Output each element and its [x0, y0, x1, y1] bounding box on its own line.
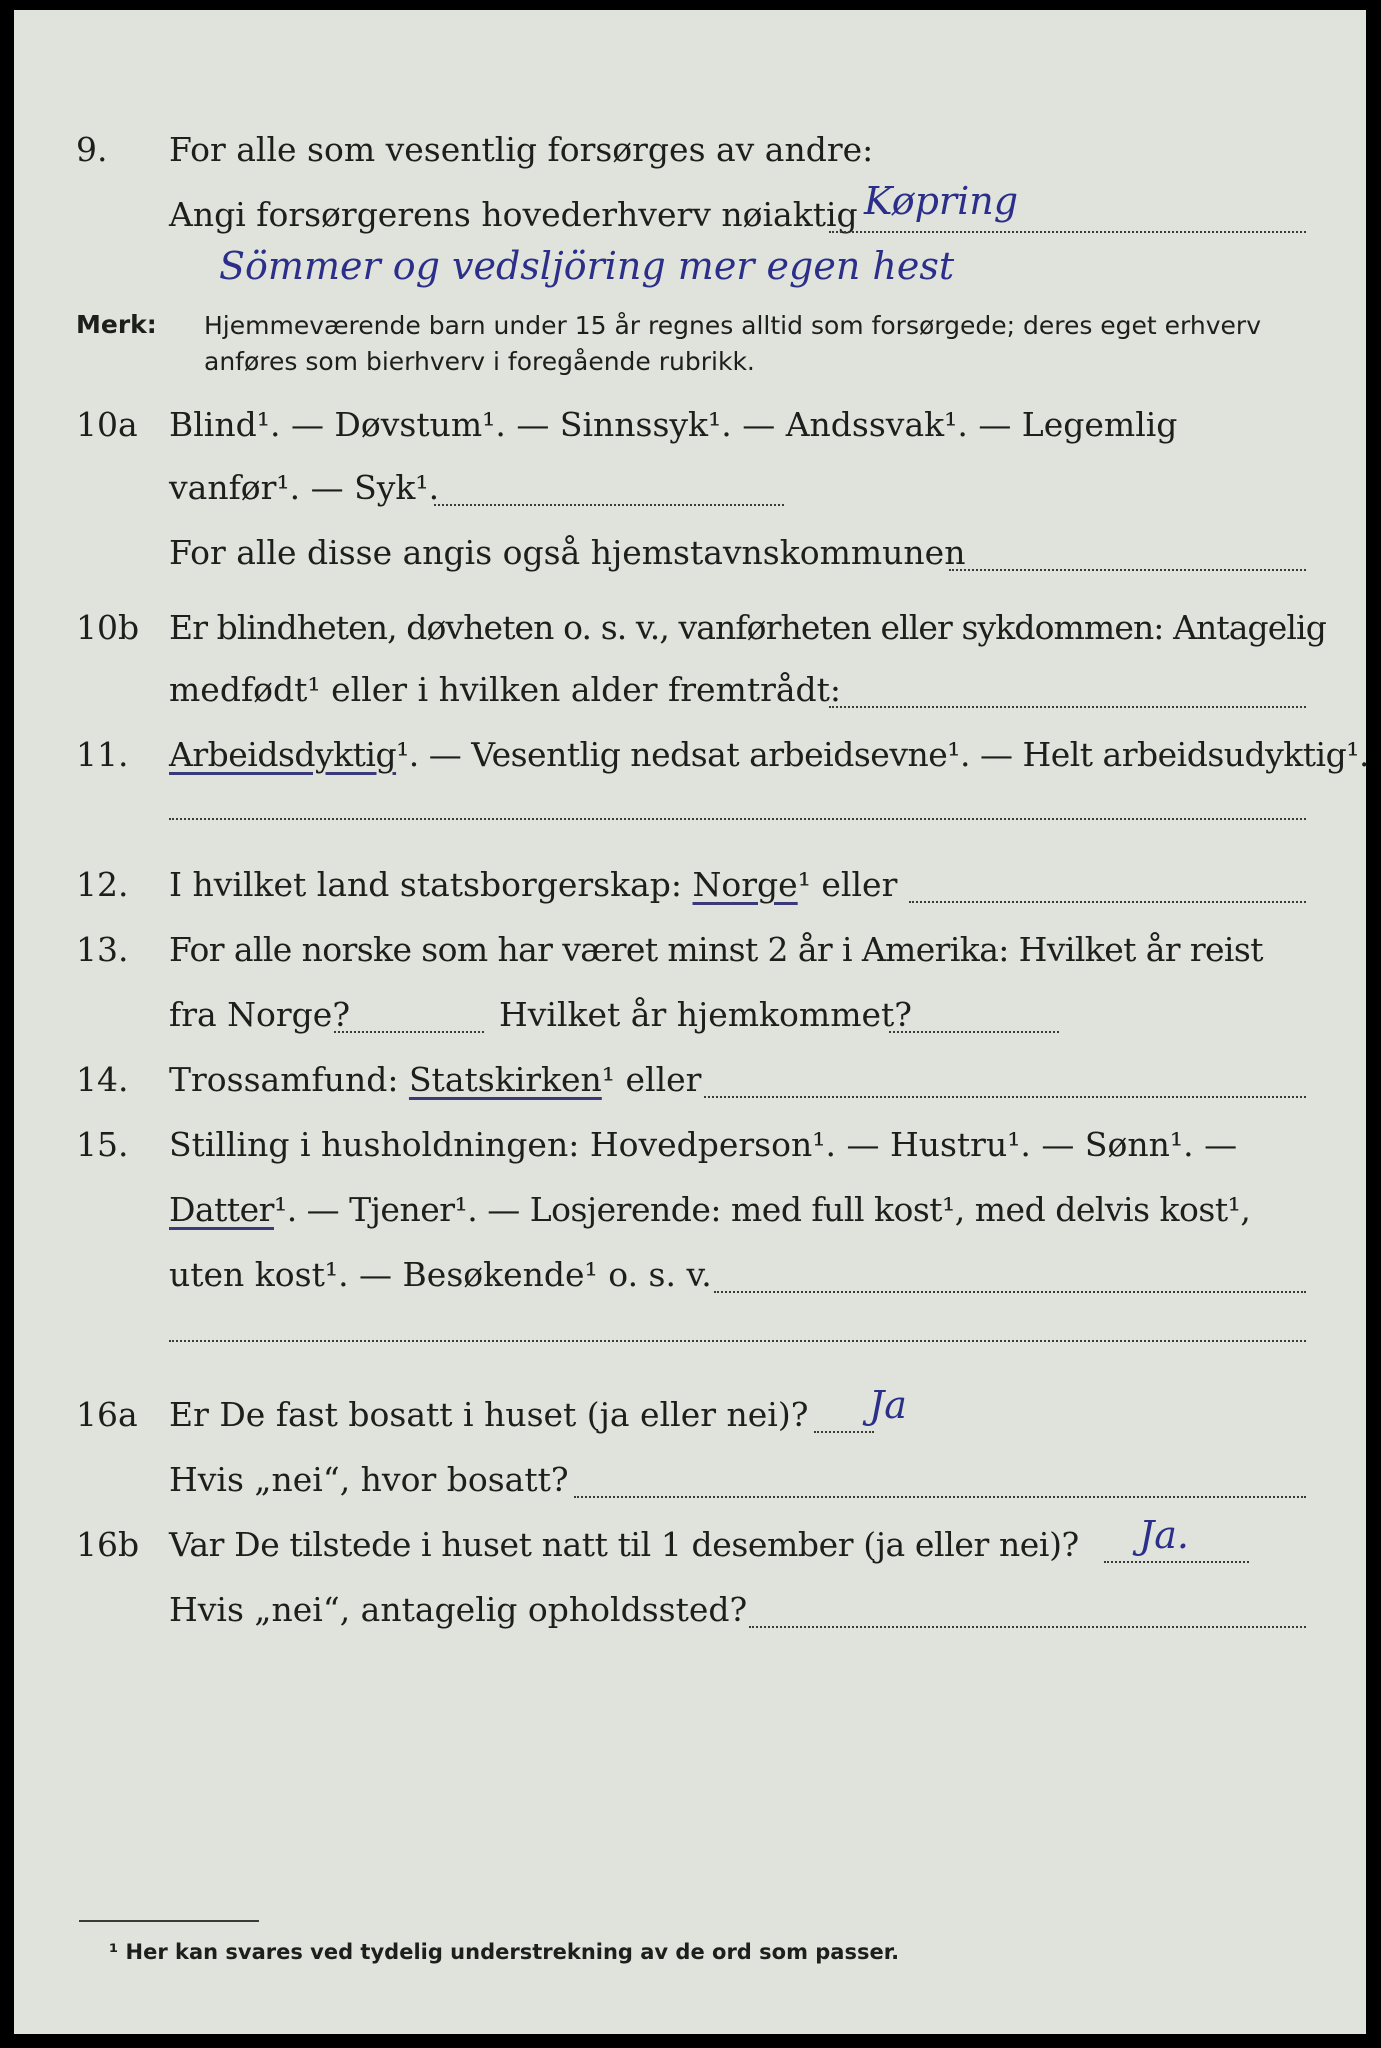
question-number: 13.	[76, 930, 129, 969]
question-text: Er De fast bosatt i huset (ja eller nei)?	[169, 1395, 809, 1434]
question-16a-line2	[14, 1460, 1366, 1510]
dotted-line	[704, 1096, 1306, 1098]
question-10a-line2	[14, 468, 1366, 518]
dotted-line	[169, 818, 1306, 820]
census-form-page	[14, 10, 1369, 2034]
question-13-line2	[14, 995, 1366, 1045]
underlined-option: Statskirken	[408, 1060, 602, 1099]
footnote-rule	[79, 1920, 259, 1922]
question-13	[14, 930, 1366, 980]
question-9-line2	[14, 179, 1366, 245]
question-15-line2	[14, 1190, 1366, 1240]
question-text: For alle disse angis også hjemstavnskommunen	[169, 533, 966, 572]
note-label: Merk:	[76, 310, 157, 339]
footnote-text: ¹ Her kan svares ved tydelig understrekning av de ord som passer.	[109, 1940, 900, 1964]
dotted-line	[334, 1031, 484, 1033]
question-10a-line3	[14, 533, 1366, 583]
question-number: 10a	[76, 405, 138, 444]
question-text: Var De tilstede i huset natt til 1 desember (ja eller nei)?	[169, 1525, 1079, 1564]
question-text: vanfør¹. — Syk¹.	[169, 468, 440, 507]
question-text: Hvilket år hjemkommet?	[499, 995, 912, 1034]
question-15-line3	[14, 1255, 1366, 1305]
question-10b	[14, 608, 1366, 658]
question-text: Er blindheten, døvheten o. s. v., vanførheten eller sykdommen: Antagelig	[169, 608, 1326, 647]
question-text: Blind¹. — Døvstum¹. — Sinnssyk¹. — Andssvak¹. — Legemlig	[169, 405, 1178, 444]
dotted-line	[1104, 1561, 1249, 1563]
underlined-option: Datter	[169, 1190, 274, 1229]
dotted-line	[909, 901, 1306, 903]
question-16a	[14, 1383, 1366, 1445]
question-15	[14, 1125, 1366, 1175]
question-9	[14, 130, 1366, 180]
question-text: medfødt¹ eller i hvilken alder fremtrådt:	[169, 670, 842, 709]
handwritten-answer: Ja	[869, 1383, 907, 1427]
question-number: 16b	[76, 1525, 140, 1564]
dotted-line	[814, 1431, 874, 1433]
question-number: 14.	[76, 1060, 129, 1099]
dotted-line	[829, 231, 1306, 233]
question-14	[14, 1060, 1366, 1110]
underlined-option: Arbeidsdyktig	[169, 735, 397, 774]
question-12	[14, 865, 1366, 915]
question-16b-line2	[14, 1590, 1366, 1640]
question-text: For alle norske som har været minst 2 år i Amerika: Hvilket år reist	[169, 930, 1263, 969]
dotted-line	[949, 569, 1306, 571]
dotted-line	[169, 1340, 1306, 1342]
dotted-line	[829, 706, 1306, 708]
question-number: 9.	[76, 130, 108, 169]
question-10b-line2	[14, 670, 1366, 720]
handwritten-answer: Køpring	[864, 179, 1019, 223]
question-10a	[14, 405, 1366, 455]
question-16b	[14, 1513, 1366, 1575]
question-number: 11.	[76, 735, 129, 774]
dotted-line	[889, 1031, 1059, 1033]
dotted-line	[434, 504, 784, 506]
dotted-line	[574, 1496, 1306, 1498]
question-number: 16a	[76, 1395, 138, 1434]
question-text: Stilling i husholdningen: Hovedperson¹. — Hustru¹. — Sønn¹. —	[169, 1125, 1238, 1164]
underlined-option: Norge	[692, 865, 798, 904]
dotted-line	[714, 1291, 1306, 1293]
question-11	[14, 735, 1369, 785]
handwritten-answer: Ja.	[1139, 1513, 1189, 1557]
question-text: uten kost¹. — Besøkende¹ o. s. v.	[169, 1255, 712, 1294]
question-text: For alle som vesentlig forsørges av andre:	[169, 130, 874, 169]
question-text: fra Norge?	[169, 995, 351, 1034]
question-text: Datter¹. — Tjener¹. — Losjerende: med full kost¹, med delvis kost¹,	[169, 1190, 1251, 1229]
question-text: Arbeidsdyktig¹. — Vesentlig nedsat arbeidsevne¹. — Helt arbeidsudyktig¹.	[169, 735, 1369, 774]
question-text: Angi forsørgerens hovederhverv nøiaktig	[169, 195, 858, 234]
question-number: 15.	[76, 1125, 129, 1164]
handwritten-answer: Sömmer og vedsljöring mer egen hest	[219, 244, 955, 288]
question-text: Hvis „nei“, antagelig opholdssted?	[169, 1590, 748, 1629]
question-number: 10b	[76, 608, 140, 647]
question-text: Hvis „nei“, hvor bosatt?	[169, 1460, 569, 1499]
question-text: I hvilket land statsborgerskap: Norge¹ eller	[169, 865, 898, 904]
question-text: Trossamfund: Statskirken¹ eller	[169, 1060, 702, 1099]
note-text: Hjemmeværende barn under 15 år regnes alltid som forsørgede; deres eget erhverv anføres som bierhverv i foregående rubrikk.	[204, 311, 1261, 376]
dotted-line	[749, 1626, 1306, 1628]
question-9-line3	[14, 244, 1366, 300]
question-number: 12.	[76, 865, 129, 904]
